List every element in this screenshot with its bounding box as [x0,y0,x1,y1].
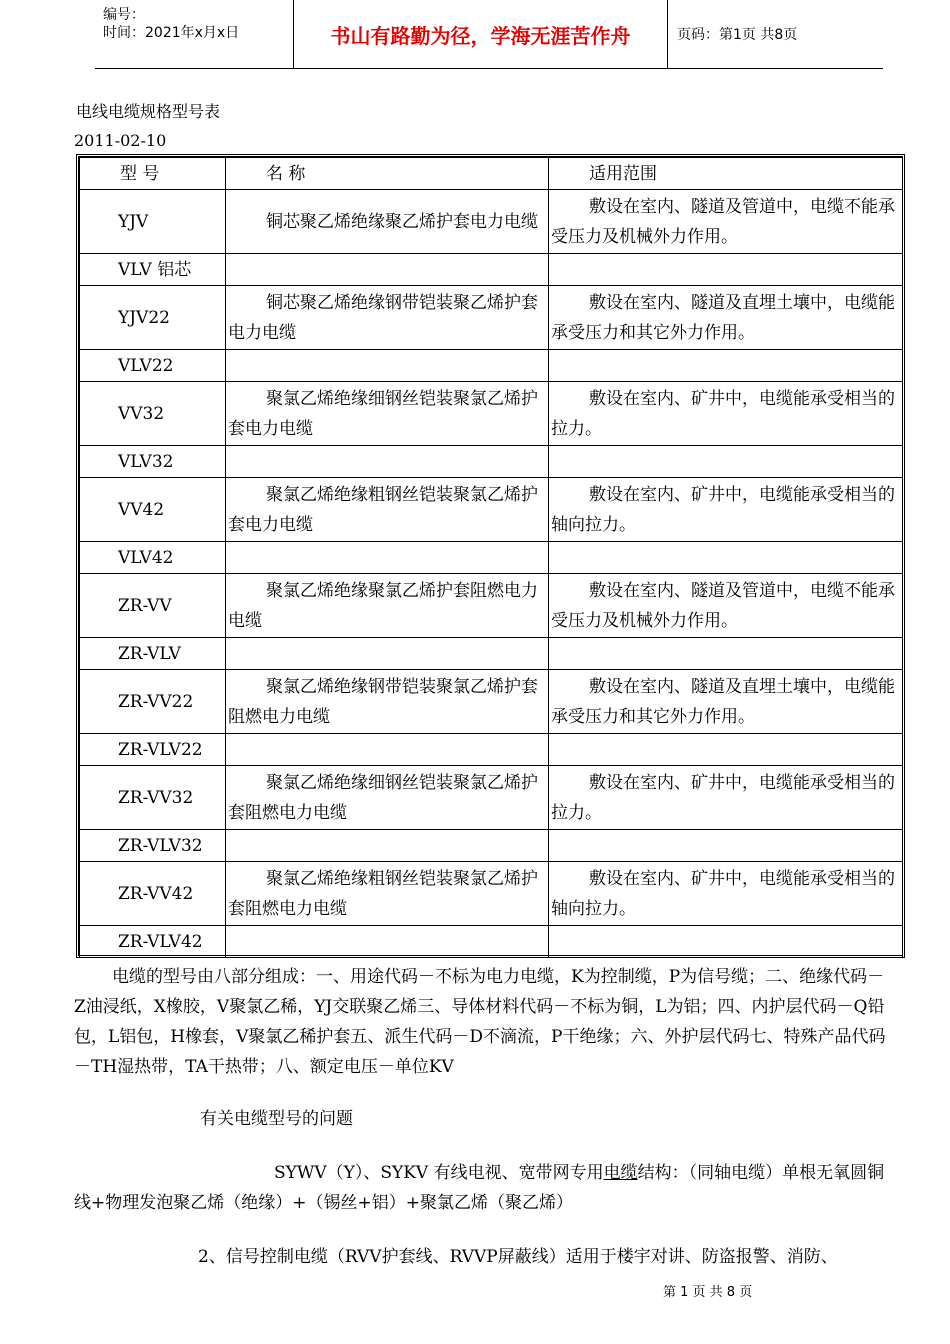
number-label: 编号： [103,7,145,23]
document-date: 2011-02-10 [74,131,167,150]
signal-paragraph: 2、信号控制电缆（RVV护套线、RVVP屏蔽线）适用于楼宇对讲、防盗报警、消防、 [198,1247,838,1267]
table-row [80,638,903,670]
usage-cell [549,638,903,670]
header-info-cell [95,0,294,68]
table-row [80,478,903,542]
usage-cell [549,830,903,862]
model-cell: ZR-VV42 [80,862,226,926]
name-cell [226,190,549,254]
model-cell: ZR-VV [80,574,226,638]
usage-cell [549,350,903,382]
cable-spec-table [76,154,905,958]
table-row [80,574,903,638]
table-row [80,542,903,574]
usage-cell [549,574,903,638]
usage-cell [549,190,903,254]
table-header-cell: 名 称 [226,158,549,190]
usage-cell [549,766,903,830]
name-text: 聚氯乙烯绝缘细钢丝铠装聚氯乙烯护套电力电缆 [228,388,538,439]
name-cell [226,478,549,542]
model-cell: YJV [80,190,226,254]
name-text: 聚氯乙烯绝缘钢带铠装聚氯乙烯护套阻燃电力电缆 [228,676,538,727]
name-cell [226,254,549,286]
table-header-cell: 适用范围 [549,158,903,190]
composition-paragraph [74,962,894,1082]
usage-cell [549,286,903,350]
name-text: 聚氯乙烯绝缘细钢丝铠装聚氯乙烯护套阻燃电力电缆 [228,772,538,823]
usage-cell [549,862,903,926]
usage-text: 敷设在室内、隧道及管道中，电缆不能承受压力及机械外力作用。 [551,580,895,631]
table-row [80,926,903,958]
usage-cell [549,446,903,478]
name-cell [226,382,549,446]
time-label: 时间：2021年x月x日 [103,25,240,41]
name-cell [226,734,549,766]
header-motto: 书山有路勤为径，学海无涯苦作舟 [294,0,668,68]
composition-text: 电缆的型号由八部分组成：一、用途代码－不标为电力电缆，K为控制缆，P为信号缆；二、绝缘代码－Z油浸纸，X橡胶，V聚氯乙稀，YJ交联聚乙烯三、导体材料代码－不标为铜，L为铝；四、内护层代码－Q铅包，L铝包，H橡套，V聚氯乙稀护套五、派生代码－D不滴流，P干绝缘；六、外护层代码七、特殊产品代码－TH湿热带，TA干热带；八、额定电压－单位KV [74,967,886,1077]
usage-text: 敷设在室内、矿井中，电缆能承受相当的拉力。 [551,388,895,439]
model-cell: VLV22 [80,350,226,382]
model-cell: ZR-VLV42 [80,926,226,958]
table-row [80,382,903,446]
model-cell: VV32 [80,382,226,446]
page-header [95,0,883,69]
table-row [80,286,903,350]
name-cell [226,542,549,574]
name-cell [226,670,549,734]
model-cell: VLV42 [80,542,226,574]
table-header-row [80,158,903,190]
table-row [80,734,903,766]
name-cell [226,862,549,926]
table-row [80,862,903,926]
sywv-text-before: SYWV（Y）、SYKV 有线电视、宽带网专用 [274,1163,604,1183]
name-cell [226,350,549,382]
name-cell [226,766,549,830]
model-cell: VLV32 [80,446,226,478]
page-footer: 第 1 页 共 8 页 [663,1285,753,1300]
usage-cell [549,478,903,542]
usage-text: 敷设在室内、矿井中，电缆能承受相当的拉力。 [551,772,895,823]
usage-cell [549,670,903,734]
usage-cell [549,926,903,958]
table-row [80,254,903,286]
usage-cell [549,254,903,286]
model-cell: ZR-VLV22 [80,734,226,766]
usage-text: 敷设在室内、隧道及管道中，电缆不能承受压力及机械外力作用。 [551,196,895,247]
model-cell: ZR-VLV32 [80,830,226,862]
table-row [80,350,903,382]
model-cell: ZR-VV22 [80,670,226,734]
name-cell [226,574,549,638]
table-header-cell: 型 号 [80,158,226,190]
table-row [80,190,903,254]
usage-text: 敷设在室内、隧道及直埋土壤中，电缆能承受压力和其它外力作用。 [551,676,895,727]
model-cell: ZR-VLV [80,638,226,670]
usage-cell [549,734,903,766]
section-title: 有关电缆型号的问题 [200,1109,353,1129]
table-row [80,830,903,862]
sywv-text-after: 结构：（同轴电缆）单根无氧圆铜线+物理发泡聚乙烯（绝缘）+（锡丝+铝）+聚氯乙烯（聚乙烯） [74,1163,885,1213]
sywv-paragraph [74,1158,894,1218]
name-text: 铜芯聚乙烯绝缘钢带铠装聚乙烯护套电力电缆 [228,292,538,343]
model-cell: YJV22 [80,286,226,350]
usage-cell [549,542,903,574]
model-cell: ZR-VV32 [80,766,226,830]
cable-spec-grid [79,157,903,958]
name-text: 聚氯乙烯绝缘粗钢丝铠装聚氯乙烯护套电力电缆 [228,484,538,535]
cable-link[interactable]: 电缆 [603,1163,638,1183]
name-cell [226,638,549,670]
table-row [80,670,903,734]
usage-text: 敷设在室内、矿井中，电缆能承受相当的轴向拉力。 [551,484,895,535]
name-text: 铜芯聚乙烯绝缘聚乙烯护套电力电缆 [266,211,538,232]
name-text: 聚氯乙烯绝缘粗钢丝铠装聚氯乙烯护套阻燃电力电缆 [228,868,538,919]
model-cell: VV42 [80,478,226,542]
name-text: 聚氯乙烯绝缘聚氯乙烯护套阻燃电力电缆 [228,580,538,631]
name-cell [226,830,549,862]
name-cell [226,286,549,350]
usage-text: 敷设在室内、矿井中，电缆能承受相当的轴向拉力。 [551,868,895,919]
name-cell [226,446,549,478]
table-row [80,446,903,478]
header-page-label: 页码：第1页 共8页 [677,27,798,43]
usage-cell [549,382,903,446]
usage-text: 敷设在室内、隧道及直埋土壤中，电缆能承受压力和其它外力作用。 [551,292,895,343]
table-row [80,766,903,830]
model-cell: VLV 铝芯 [80,254,226,286]
name-cell [226,926,549,958]
document-title: 电线电缆规格型号表 [76,102,221,121]
